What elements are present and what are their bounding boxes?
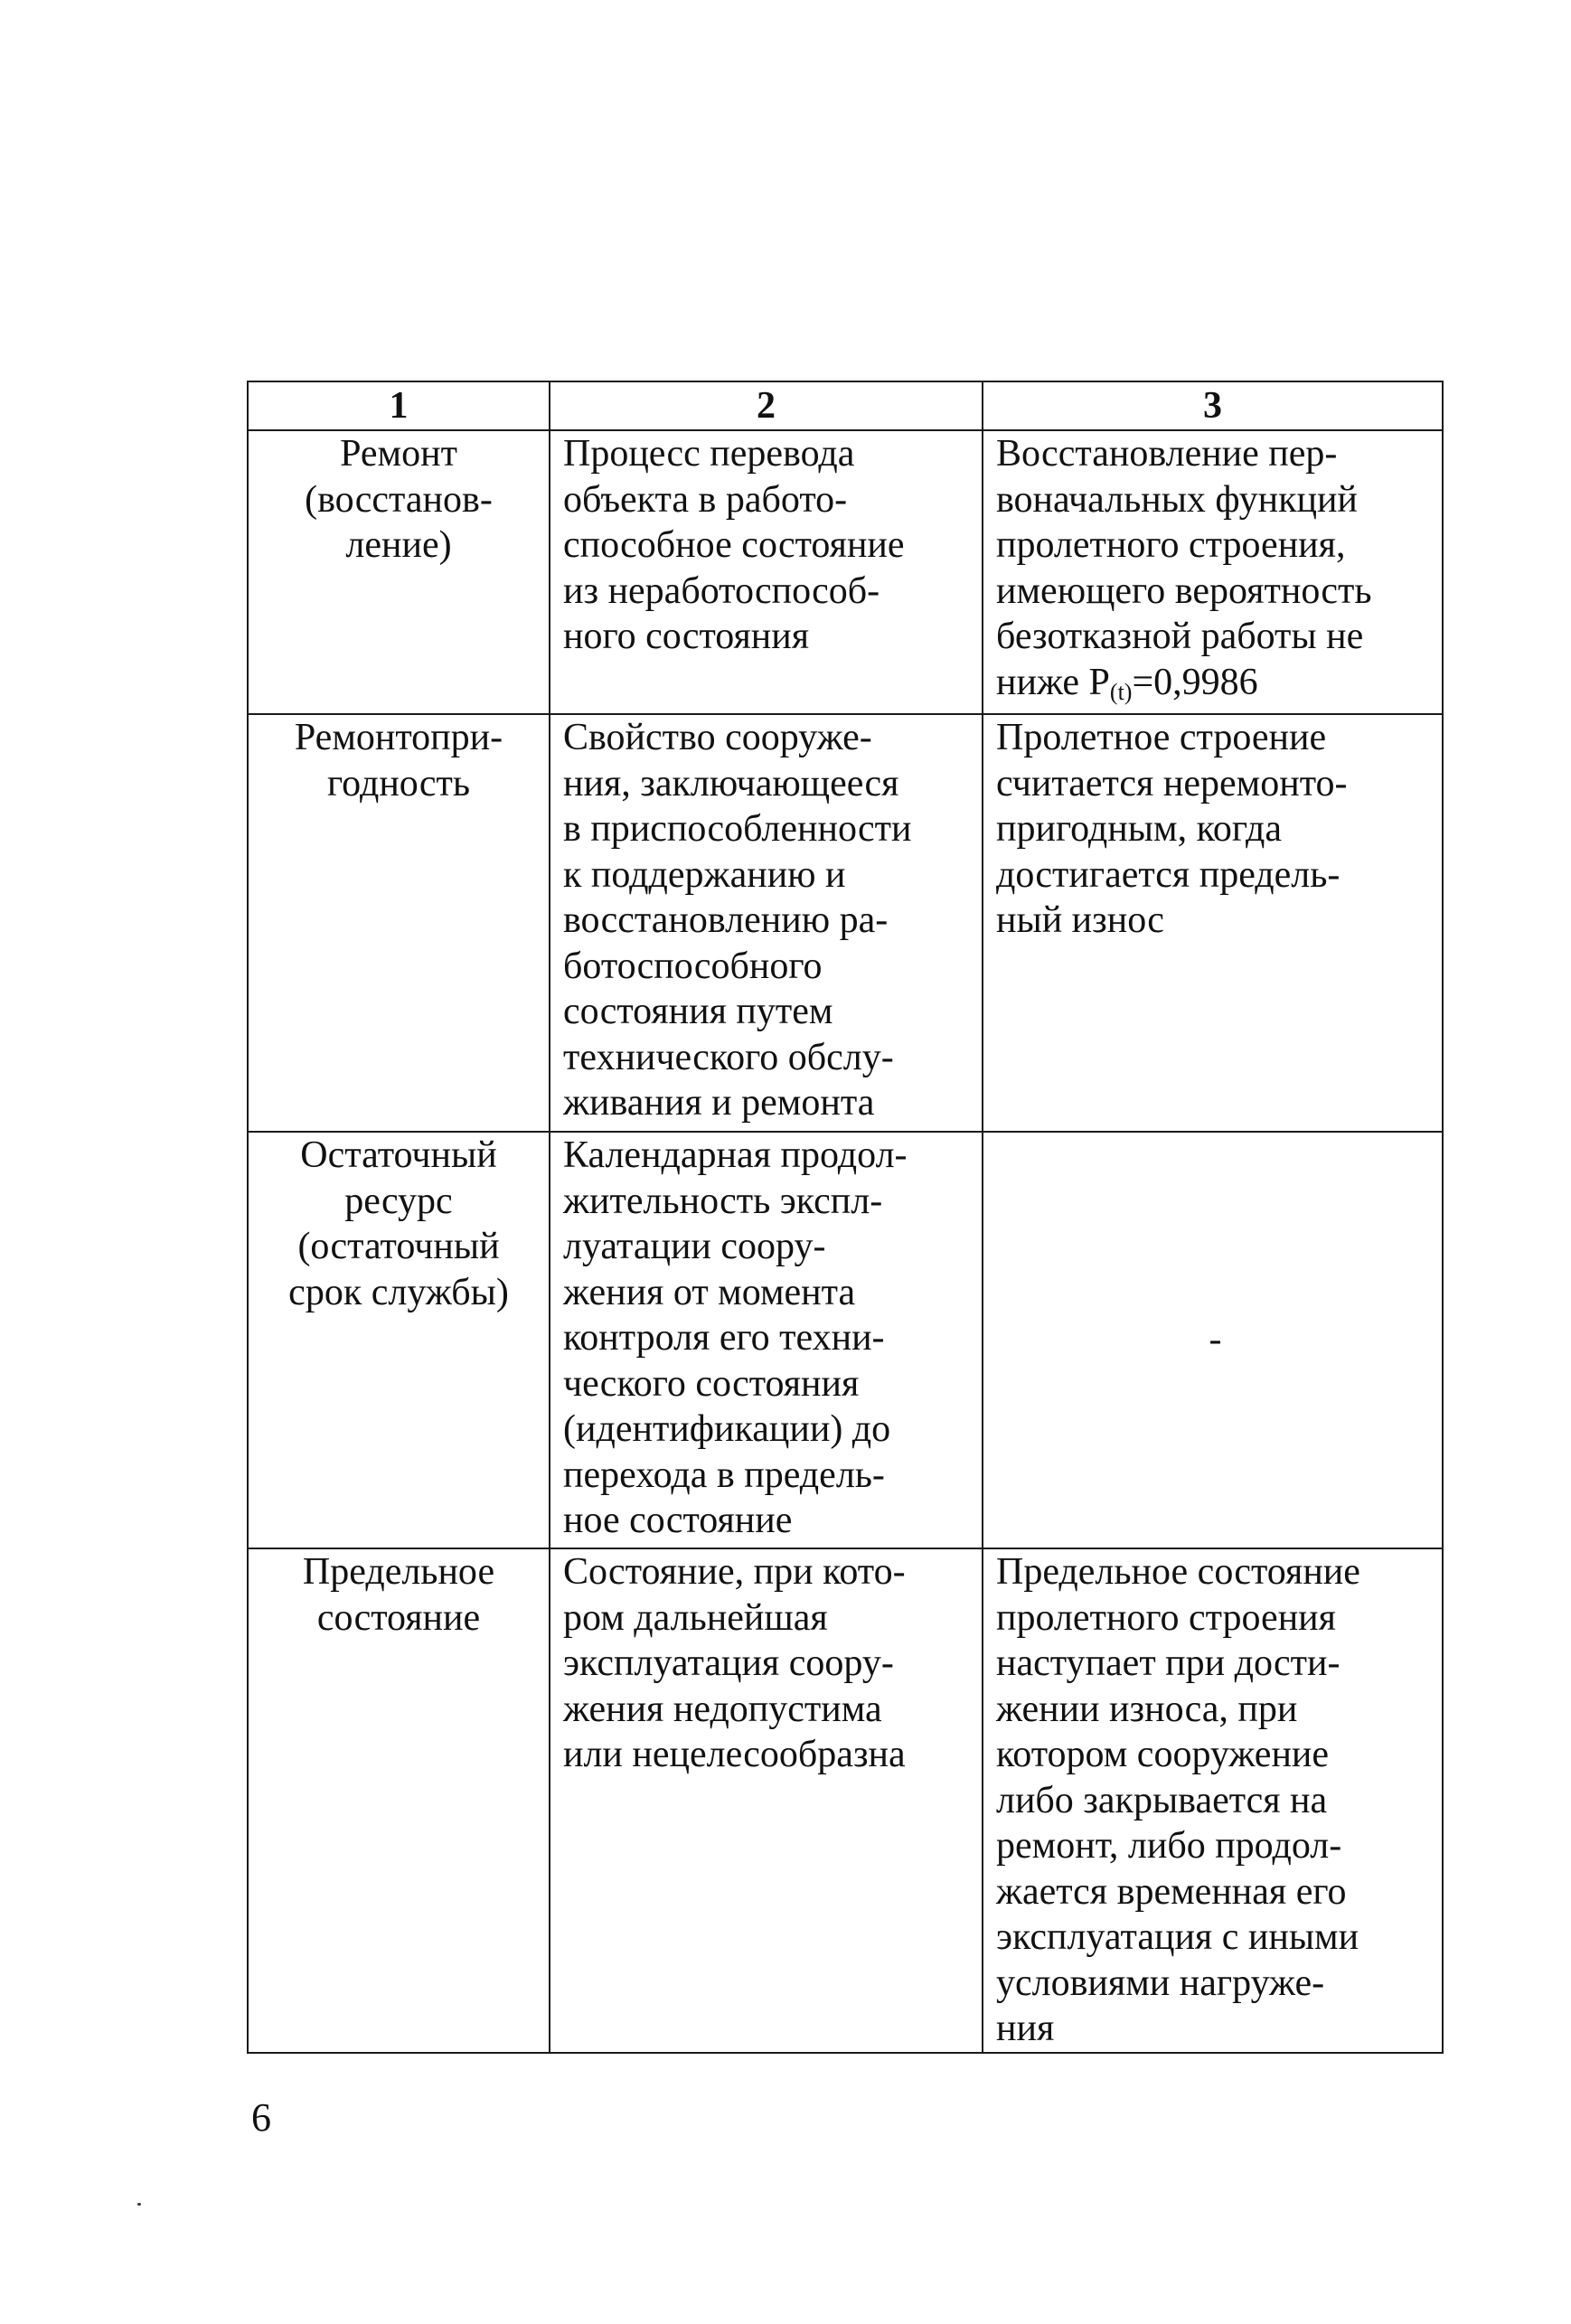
term-line: срок службы) [288, 1271, 509, 1313]
definition-cell [550, 714, 983, 1132]
column-header-3: 3 [983, 381, 1443, 430]
definition-line: Процесс перевода [563, 433, 855, 475]
definition-line: или нецелесообразна [563, 1734, 906, 1775]
terms-table [247, 381, 1444, 2054]
note-line: безотказной работы не [996, 616, 1364, 657]
page-number: 6 [251, 2095, 271, 2140]
term-line: Ремонтопри- [294, 717, 503, 758]
note-line: либо закрывается на [996, 1779, 1328, 1821]
definition-line: (идентификации) до [563, 1408, 891, 1450]
definition-cell [550, 430, 983, 714]
note-line: Пролетное строение [996, 717, 1327, 758]
note-line: достигается предель- [996, 853, 1341, 896]
definition-line: перехода в предель- [563, 1454, 885, 1496]
term-cell [248, 714, 550, 1132]
definition-cell [550, 1132, 983, 1548]
term-line: состояние [316, 1596, 481, 1639]
dash-placeholder: - [1209, 1319, 1222, 1361]
definition-line: жительность экспл- [563, 1180, 883, 1222]
table-row [248, 1132, 1443, 1548]
definition-line: Свойство сооруже- [563, 717, 872, 758]
formula-value: =0,9986 [1132, 661, 1258, 703]
definition-line: контроля его техни- [563, 1317, 885, 1359]
definition-line: объекта в работо- [563, 478, 848, 521]
note-line: эксплуатация с иными [996, 1916, 1359, 1958]
note-line: считается неремонто- [996, 762, 1348, 804]
definition-line: эксплуатация соору- [563, 1642, 894, 1684]
definition-cell [550, 1548, 983, 2053]
table-row [248, 1548, 1443, 2053]
term-line: Предельное [302, 1551, 495, 1593]
definition-line: технического обслу- [563, 1036, 894, 1078]
note-line: жается временная его [996, 1870, 1347, 1913]
definition-line: ния, заключающееся [563, 762, 899, 804]
note-line: жении износа, при [996, 1688, 1298, 1730]
term-cell [248, 430, 550, 714]
definition-line: в приспособленности [563, 808, 912, 850]
table-header-row [248, 381, 1443, 430]
definition-line: луатации соору- [563, 1226, 826, 1267]
note-line-formula [996, 660, 1435, 706]
scan-speck [137, 2203, 141, 2206]
definition-line: жения от момента [563, 1271, 856, 1313]
term-line: годность [326, 762, 470, 804]
term-line: Ремонт [340, 433, 457, 475]
definition-line: ботоспособного [563, 945, 823, 987]
formula-subscript: (t) [1109, 678, 1133, 705]
definition-line: Календарная продол- [563, 1134, 908, 1176]
definition-line: состояния путем [563, 991, 833, 1032]
table-row [248, 430, 1443, 714]
definition-line: ное состояние [563, 1500, 793, 1541]
definition-line: способное состояние [563, 524, 905, 566]
note-cell-empty [983, 1132, 1443, 1548]
definition-line: ром дальнейшая [563, 1596, 828, 1639]
definition-line: Состояние, при кото- [563, 1551, 906, 1593]
note-line: котором сооружение [996, 1734, 1330, 1775]
definition-line: ного состояния [563, 616, 810, 657]
definition-line: жения недопустима [563, 1688, 882, 1730]
note-cell [983, 430, 1443, 714]
term-cell [248, 1132, 550, 1548]
definition-line: к поддержанию и [563, 853, 846, 896]
column-header-2: 2 [550, 381, 983, 430]
note-line: ния [996, 2008, 1055, 2049]
column-header-1: 1 [248, 381, 550, 430]
note-cell [983, 714, 1443, 1132]
term-line: ресурс [344, 1180, 453, 1222]
note-cell [983, 1548, 1443, 2053]
note-line: пролетного строения, [996, 524, 1346, 566]
term-line: ление) [345, 524, 452, 566]
table-row [248, 714, 1443, 1132]
note-line: Предельное состояние [996, 1551, 1360, 1593]
term-line: Остаточный [300, 1134, 497, 1176]
note-line: Восстановление пер- [996, 433, 1338, 475]
definition-line: живания и ремонта [563, 1082, 875, 1124]
note-line: ный износ [996, 899, 1164, 941]
note-line: пролетного строения [996, 1596, 1336, 1639]
formula-prefix: ниже P [996, 661, 1110, 703]
note-line: имеющего вероятность [996, 569, 1372, 612]
definition-line: из неработоспособ- [563, 569, 880, 612]
note-line: условиями нагруже- [996, 1962, 1325, 2004]
term-line: (восстанов- [305, 478, 493, 521]
term-line: (остаточный [297, 1226, 500, 1267]
definition-line: ческого состояния [563, 1362, 860, 1405]
note-line: ремонт, либо продол- [996, 1825, 1342, 1867]
term-cell [248, 1548, 550, 2053]
note-line: воначальных функций [996, 478, 1358, 521]
definition-line: восстановлению ра- [563, 899, 889, 941]
note-line: пригодным, когда [996, 808, 1282, 850]
note-line: наступает при дости- [996, 1642, 1341, 1684]
